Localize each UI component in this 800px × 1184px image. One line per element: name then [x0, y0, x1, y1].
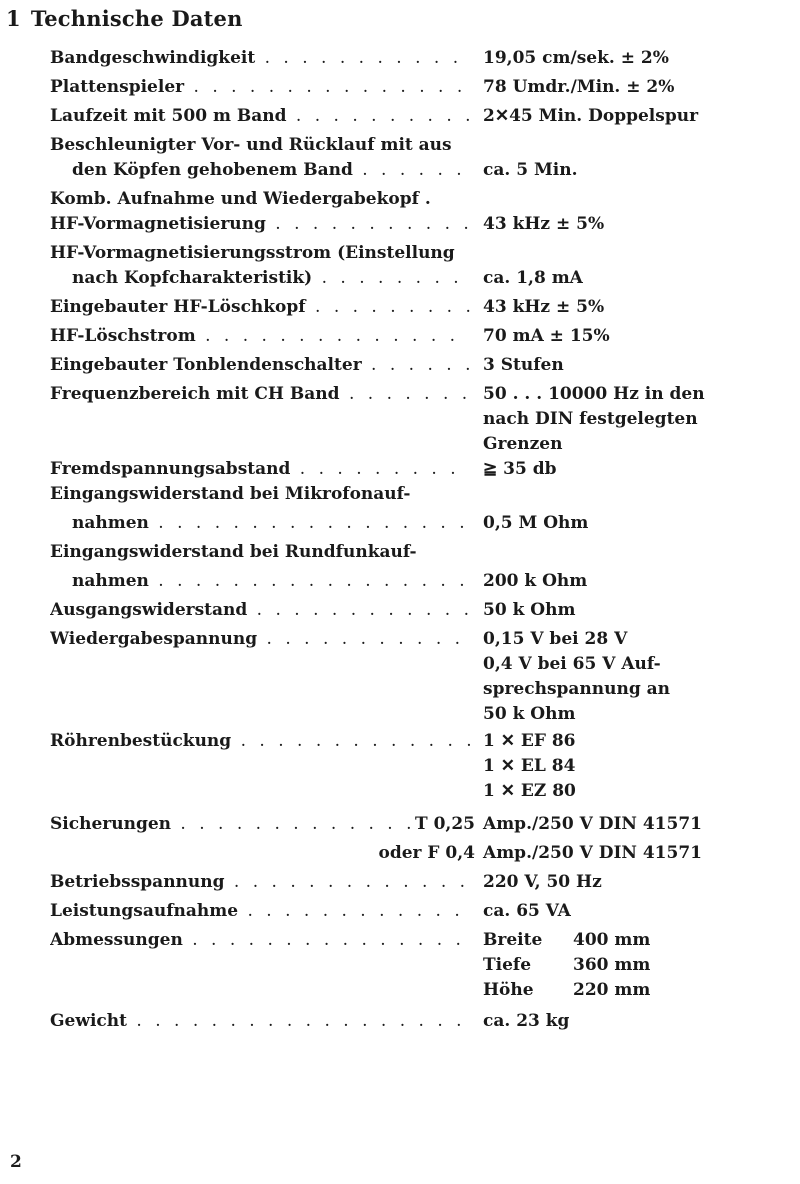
- spec-value: ca. 5 Min.: [483, 160, 578, 180]
- fuse-value-2: Amp./250 V DIN 41571: [483, 843, 702, 863]
- spec-label-cont: nach Kopfcharakteristik) . . .: [50, 266, 470, 291]
- spec-row: [50, 212, 740, 237]
- spec-row: [50, 870, 740, 895]
- dimension-name: Höhe: [483, 980, 534, 1000]
- spec-value-line: 50 k Ohm: [483, 704, 576, 724]
- dimension-name: Tiefe: [483, 955, 532, 975]
- spec-value-line: 1 ✕ EF 86: [483, 731, 576, 751]
- dimension-value: 400 mm: [573, 930, 651, 950]
- spec-value-line: nach DIN festgelegten: [483, 409, 698, 429]
- spec-value: [483, 627, 670, 727]
- spec-row: [50, 353, 740, 378]
- spec-label: Eingebauter HF-Löschkopf . . .: [50, 295, 470, 320]
- spec-value: 0,5 M Ohm: [483, 513, 589, 533]
- spec-value: 220 V, 50 Hz: [483, 872, 602, 892]
- spec-value: [483, 382, 705, 457]
- spec-label: Beschleunigter Vor- und Rücklauf mit aus: [50, 135, 452, 155]
- spec-row: [50, 104, 740, 129]
- heading-title: Technische Daten: [30, 6, 243, 31]
- spec-label: Betriebsspannung . . .: [50, 870, 470, 895]
- spec-label: Wiedergabespannung . . .: [50, 627, 470, 652]
- spec-label: Eingangswiderstand bei Rundfunkauf-: [50, 542, 417, 562]
- spec-label: Eingangswiderstand bei Mikrofonauf-: [50, 484, 411, 504]
- spec-label: Ausgangswiderstand . . .: [50, 598, 470, 623]
- spec-row: [50, 1009, 740, 1034]
- spec-row: [50, 75, 740, 100]
- spec-label: Bandgeschwindigkeit . . .: [50, 46, 470, 71]
- spec-row: [50, 187, 740, 212]
- fuse-type-1: T 0,25: [411, 812, 475, 837]
- spec-value-line: 0,15 V bei 28 V: [483, 629, 628, 649]
- spec-value: [483, 729, 576, 804]
- dimension-line: [483, 953, 650, 978]
- dimension-value: 360 mm: [573, 955, 651, 975]
- spec-row: [50, 598, 740, 623]
- spec-value: 43 kHz ± 5%: [483, 297, 605, 317]
- fuse-value-1: Amp./250 V DIN 41571: [483, 814, 702, 834]
- spec-value: ≧ 35 db: [483, 459, 557, 479]
- dimensions-values: [483, 928, 650, 1003]
- spec-value-line: Grenzen: [483, 434, 563, 454]
- page-heading: [6, 6, 243, 31]
- spec-label: Laufzeit mit 500 m Band . . .: [50, 104, 470, 129]
- spec-row: [50, 241, 740, 291]
- spec-label: Röhrenbestückung . . .: [50, 729, 470, 754]
- fuse-type-2: oder F 0,4: [378, 843, 475, 863]
- spec-value: 50 k Ohm: [483, 600, 576, 620]
- spec-value: 70 mA ± 15%: [483, 326, 610, 346]
- spec-row: [50, 627, 740, 727]
- spec-label: Plattenspieler . . .: [50, 75, 470, 100]
- dimension-name: Breite: [483, 930, 543, 950]
- weight-value: ca. 23 kg: [483, 1011, 570, 1031]
- spec-value: 3 Stufen: [483, 355, 564, 375]
- fuse-label: Sicherungen . . .: [50, 814, 475, 834]
- spec-value: ca. 65 VA: [483, 901, 571, 921]
- spec-label: Leistungsaufnahme . . .: [50, 899, 470, 924]
- spec-value: 43 kHz ± 5%: [483, 214, 605, 234]
- spec-value: 2✕45 Min. Doppelspur: [483, 106, 699, 126]
- spec-row: [50, 482, 740, 536]
- spec-label-cont: nahmen . . .: [50, 569, 470, 594]
- spec-label: Komb. Aufnahme und Wiedergabekopf .: [50, 189, 431, 209]
- spec-label: Fremdspannungsabstand . . .: [50, 457, 470, 482]
- spec-row: [50, 295, 740, 320]
- spec-row: [50, 382, 740, 457]
- spec-value-line: 0,4 V bei 65 V Auf-: [483, 654, 661, 674]
- dimensions-row: [50, 928, 740, 1003]
- spec-row: [50, 899, 740, 924]
- dimension-value: 220 mm: [573, 980, 651, 1000]
- spec-label: HF-Löschstrom . . .: [50, 324, 470, 349]
- spec-value-line: sprechspannung an: [483, 679, 671, 699]
- spec-label: HF-Vormagnetisierungsstrom (Einstellung: [50, 243, 455, 263]
- spec-row: [50, 729, 740, 804]
- spec-label-cont: nahmen . . .: [50, 511, 470, 536]
- fuse-label-line: [50, 812, 475, 837]
- spec-value-line: 1 ✕ EL 84: [483, 756, 576, 776]
- spec-label: Frequenzbereich mit CH Band . . .: [50, 382, 470, 407]
- spec-row: [50, 133, 740, 183]
- fuse-row: [50, 841, 740, 866]
- spec-row: [50, 540, 740, 594]
- spec-label-cont: den Köpfen gehobenem Band . . .: [50, 158, 470, 183]
- spec-row: [50, 457, 740, 482]
- dimension-line: [483, 978, 650, 1003]
- heading-number: 1: [6, 6, 21, 31]
- spec-value: 78 Umdr./Min. ± 2%: [483, 77, 675, 97]
- dimensions-label: Abmessungen . . .: [50, 928, 470, 953]
- spec-value-line: 1 ✕ EZ 80: [483, 781, 576, 801]
- spec-value: 19,05 cm/sek. ± 2%: [483, 48, 669, 68]
- spec-value-line: 50 . . . 10000 Hz in den: [483, 384, 705, 404]
- fuse-row: [50, 812, 740, 837]
- spec-table: [50, 46, 740, 1034]
- spec-row: [50, 46, 740, 71]
- spec-value: 200 k Ohm: [483, 571, 588, 591]
- dimension-line: [483, 928, 650, 953]
- spec-label: HF-Vormagnetisierung . . .: [50, 212, 470, 237]
- spec-row: [50, 324, 740, 349]
- spec-value: ca. 1,8 mA: [483, 268, 583, 288]
- spec-label: Eingebauter Tonblendenschalter . . .: [50, 353, 470, 378]
- page-number: 2: [10, 1152, 22, 1172]
- weight-label: Gewicht . . .: [50, 1009, 470, 1034]
